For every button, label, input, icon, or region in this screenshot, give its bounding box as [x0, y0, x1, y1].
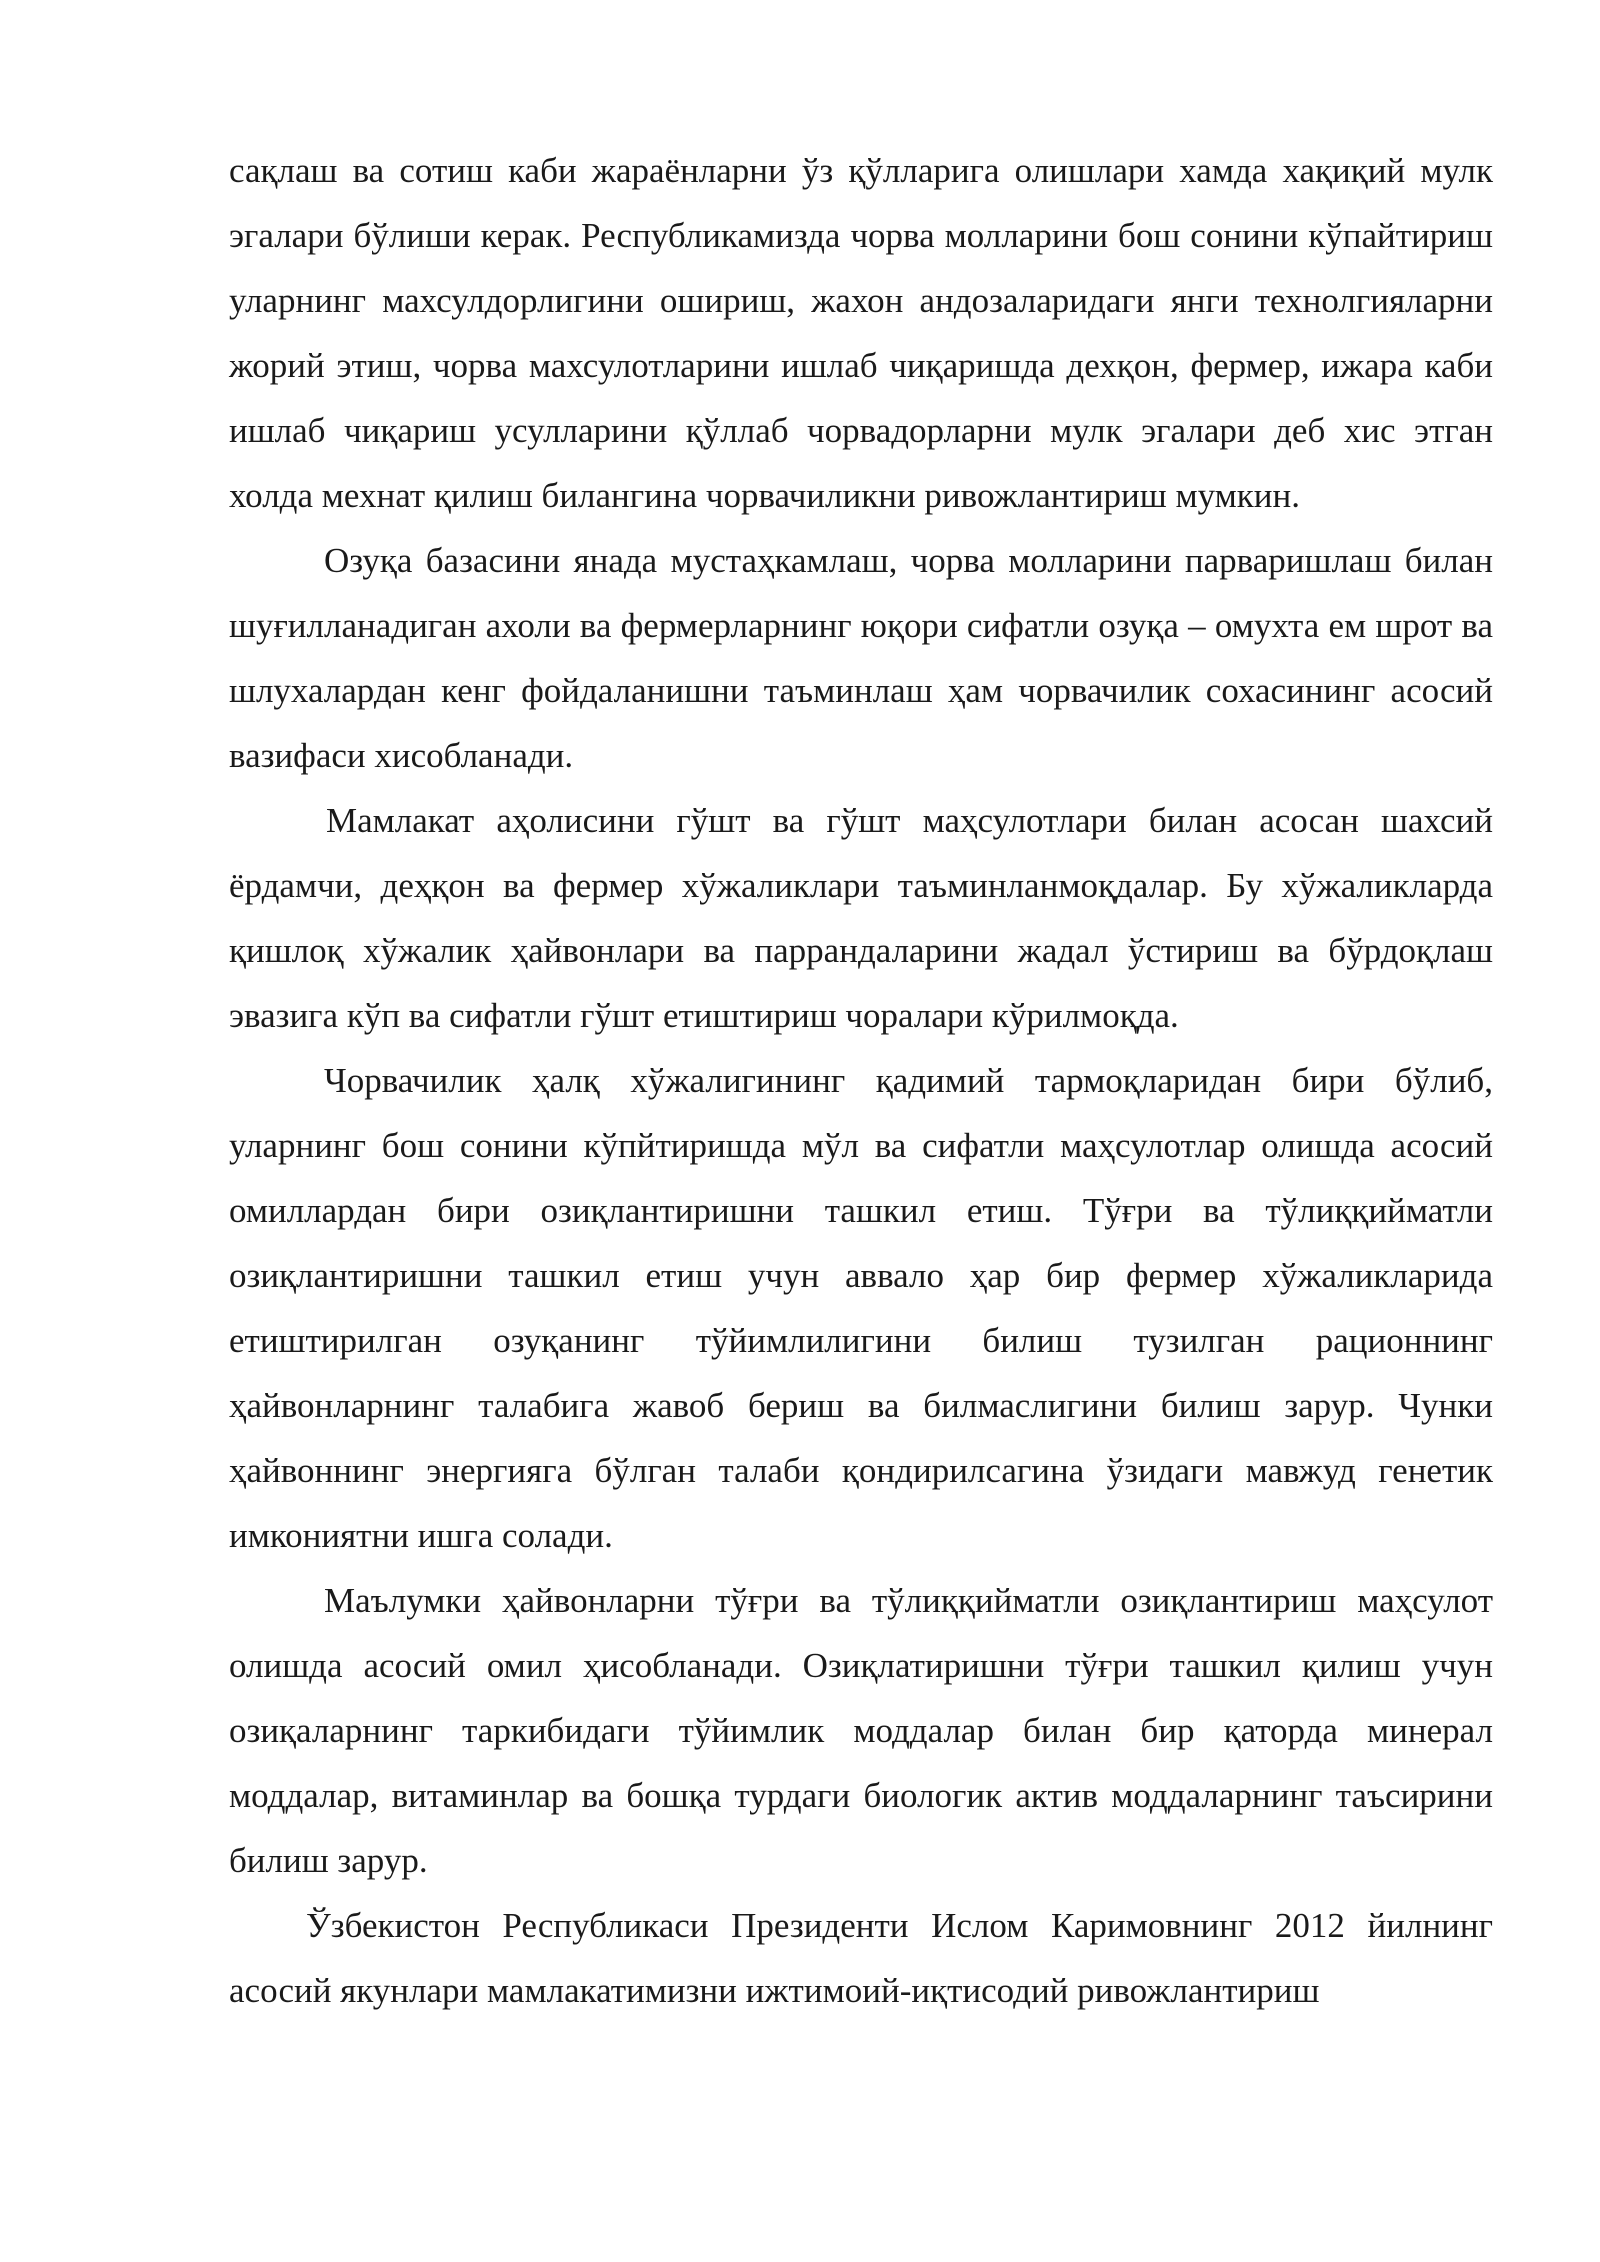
paragraph-nutrition-factors: Маълумки ҳайвонларни тўғри ва тўлиққийматли озиқлантириш маҳсулот олишда асосий омил ҳисобланади. Озиқлатиришни тўғри ташкил қилиш учун озиқаларнинг таркибидаги тўйимлик моддалар билан бир қаторда минерал моддалар, витаминлар ва бошқа турдаги биологик актив моддаларнинг таъсирини билиш зарур.: [229, 1581, 1493, 1880]
paragraph-meat-supply: Мамлакат аҳолисини гўшт ва гўшт маҳсулотлари билан асосан шахсий ёрдамчи, деҳқон ва фермер хўжаликлари таъминланмоқдалар. Бу хўжаликларда қишлоқ хўжалик ҳайвонлари ва паррандаларини жадал ўстириш ва бўрдоқлаш эвазига кўп ва сифатли гўшт етиштириш чоралари кўрилмоқда.: [229, 801, 1493, 1035]
paragraph-livestock-feeding: Чорвачилик ҳалқ хўжалигининг қадимий тармоқларидан бири бўлиб, уларнинг бош сонини кўпйтиришда мўл ва сифатли маҳсулотлар олишда асосий омиллардан бири озиқлантиришни ташкил етиш. Тўғри ва тўлиққийматли озиқлантиришни ташкил етиш учун аввало ҳар бир фермер хўжаликларида етиштирилган озуқанинг тўйимлилигини билиш тузилган рационнинг ҳайвонларнинг талабига жавоб бериш ва билмаслигини билиш зарур. Чунки ҳайвоннинг энергияга бўлган талаби қондирилсагина ўзидаги мавжуд генетик имкониятни ишга солади.: [229, 1061, 1493, 1555]
paragraph-continuation: сақлаш ва сотиш каби жараёнларни ўз қўлларига олишлари хамда хақиқий мулк эгалари бўлиши керак. Республикамизда чорва молларини бош сонини кўпайтириш уларнинг махсулдорлигини ошириш, жахон андозаларидаги янги технолгияларни жорий этиш, чорва махсулотларини ишлаб чиқаришда дехқон, фермер, ижара каби ишлаб чиқариш усулларини қўллаб чорвадорларни мулк эгалари деб хис этган холда мехнат қилиш билангина чорвачиликни ривожлантириш мумкин.: [229, 151, 1493, 515]
paragraph-president-report: Ўзбекистон Республикаси Президенти Ислом Каримовнинг 2012 йилнинг асосий якунлари мамлакатимизни ижтимоий-иқтисодий ривожлантириш: [229, 1906, 1493, 2010]
paragraph-feed-base: Озуқа базасини янада мустаҳкамлаш, чорва молларини парваришлаш билан шуғилланадиган ахоли ва фермерларнинг юқори сифатли озуқа – омухта ем шрот ва шлухалардан кенг фойдаланишни таъминлаш ҳам чорвачилик сохасининг асосий вазифаси хисобланади.: [229, 541, 1493, 775]
body-text: [229, 138, 1493, 2023]
